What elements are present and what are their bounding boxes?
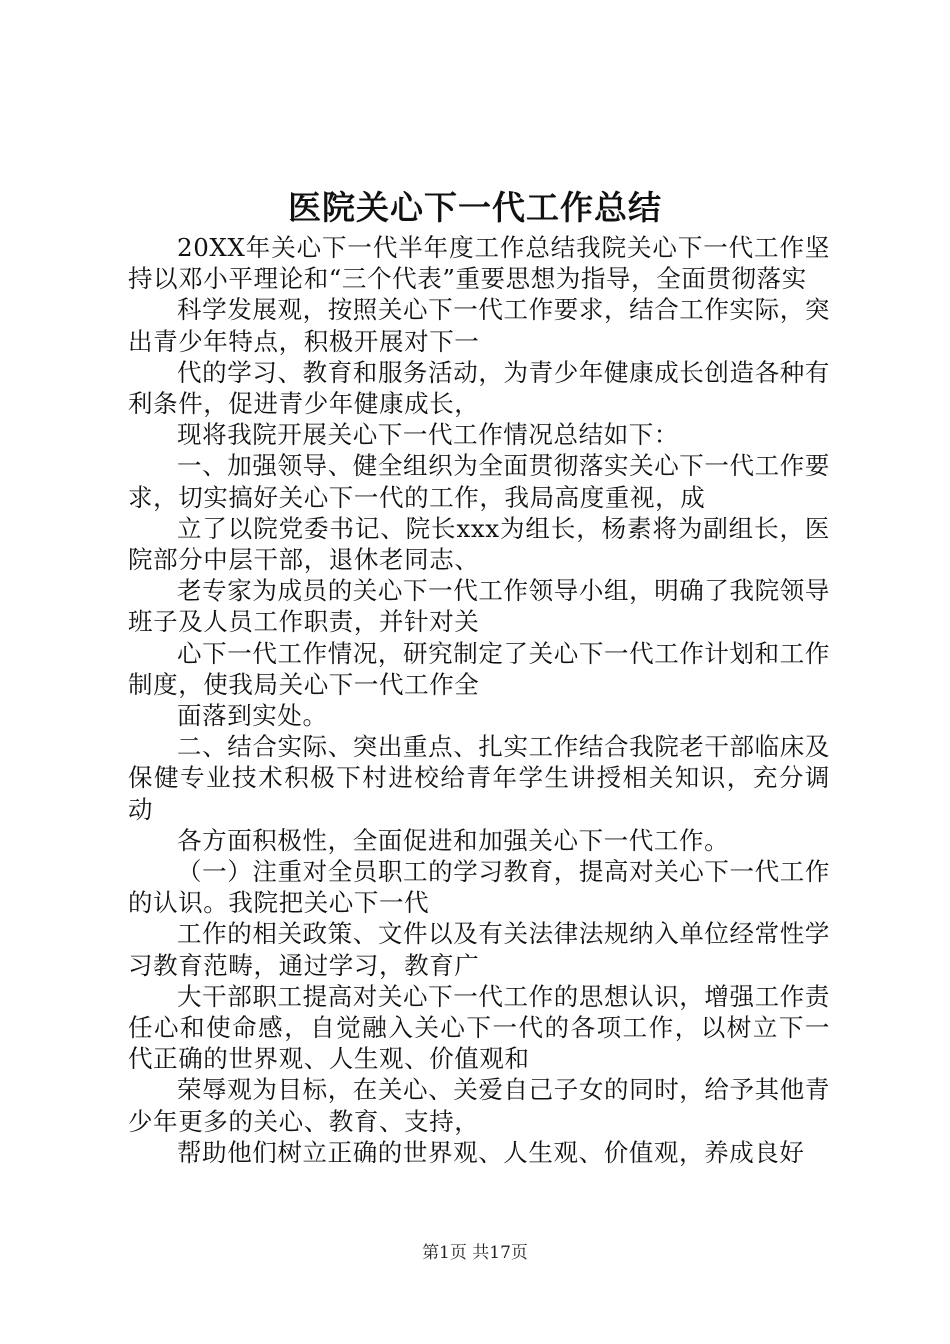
paragraph: 代的学习、教育和服务活动，为青少年健康成长创造各种有利条件，促进青少年健康成长，: [128, 357, 830, 419]
paragraph: 面落到实处。: [177, 701, 328, 731]
paragraph: 大干部职工提高对关心下一代工作的思想认识，增强工作责任心和使命感，自觉融入关心下一代的各项工作，以树立下一代正确的世界观、人生观、价值观和: [128, 981, 830, 1074]
paragraph: 老专家为成员的关心下一代工作领导小组，明确了我院领导班子及人员工作职责，并针对关: [128, 576, 830, 637]
paragraph: 各方面积极性，全面促进和加强关心下一代工作。: [177, 825, 730, 855]
paragraph: 荣辱观为目标，在关心、关爱自己子女的同时，给予其他青少年更多的关心、教育、支持，: [128, 1075, 830, 1136]
paragraph: 工作的相关政策、文件以及有关法律法规纳入单位经常性学习教育范畴，通过学习，教育广: [128, 919, 830, 980]
paragraph: （一）注重对全员职工的学习教育，提高对关心下一代工作的认识。我院把关心下一代: [128, 857, 830, 918]
paragraph: 帮助他们树立正确的世界观、人生观、价值观，养成良好: [177, 1137, 805, 1167]
paragraph: 一、加强领导、健全组织为全面贯彻落实关心下一代工作要求，切实搞好关心下一代的工作，我局高度重视，成: [128, 451, 830, 512]
paragraph: 二、结合实际、突出重点、扎实工作结合我院老干部临床及保健专业技术积极下村进校给青年学生讲授相关知识，充分调动: [128, 732, 830, 824]
paragraph: 20XX年关心下一代半年度工作总结我院关心下一代工作坚持以邓小平理论和“三个代表”重要思想为指导，全面贯彻落实: [128, 233, 830, 294]
paragraph: 立了以院党委书记、院长xxx为组长，杨素将为副组长，医院部分中层干部，退休老同志、: [128, 513, 830, 575]
paragraph: 心下一代工作情况，研究制定了关心下一代工作计划和工作制度，使我局关心下一代工作全: [128, 638, 830, 699]
document-title: 医院关心下一代工作总结: [288, 188, 662, 227]
paragraph: 科学发展观，按照关心下一代工作要求，结合工作实际，突出青少年特点，积极开展对下一: [128, 295, 830, 356]
page-number-footer: 第1页 共17页: [422, 1243, 528, 1263]
document-body: [128, 232, 830, 1168]
paragraph: 现将我院开展关心下一代工作情况总结如下：: [177, 420, 679, 450]
